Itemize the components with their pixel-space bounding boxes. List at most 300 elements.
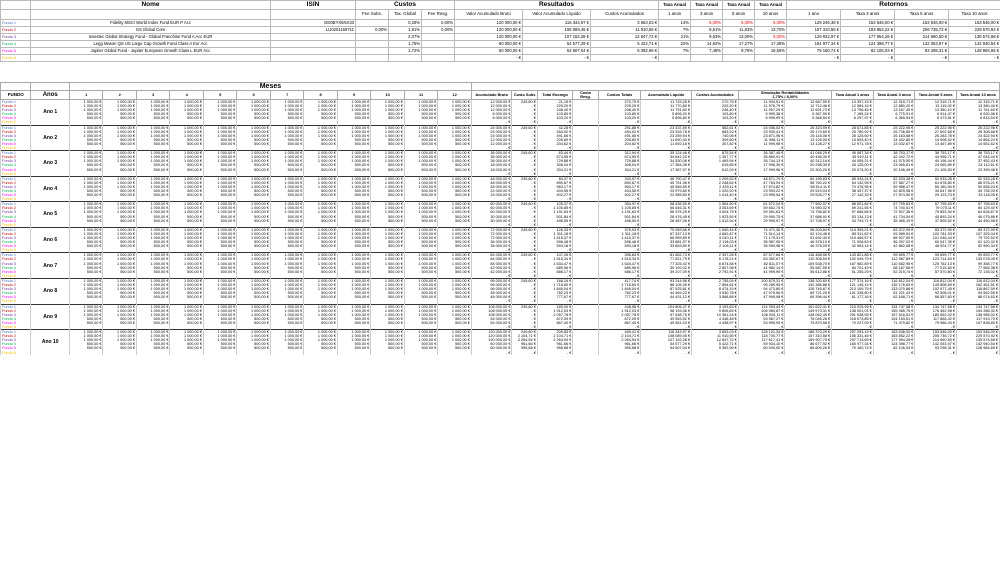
month-value[interactable]: 1 000,00 € (438, 236, 472, 240)
month-value[interactable]: 500,00 € (438, 270, 472, 274)
cell-t1[interactable]: 84 701,49 € (832, 266, 874, 270)
month-value[interactable]: 500,00 € (304, 168, 337, 172)
month-value[interactable]: 1 000,00 € (237, 253, 270, 258)
cell-t5[interactable]: - € (915, 120, 957, 125)
month-value[interactable]: 1 000,00 € (371, 287, 404, 291)
cell-bruto[interactable]: 12 000,00 € (471, 142, 512, 146)
cell-t5[interactable]: - € (915, 325, 957, 330)
cell-subs[interactable]: - € (512, 108, 537, 112)
month-value[interactable]: 1 000,00 € (203, 227, 236, 232)
month-value[interactable]: 1 000,00 € (237, 236, 270, 240)
cell-acum[interactable]: - € (692, 172, 739, 177)
month-value[interactable]: 500,00 € (337, 295, 370, 299)
month-value[interactable]: 1 000,00 € (170, 206, 203, 210)
cell-t1[interactable]: 51 255,29 € (832, 270, 874, 274)
month-value[interactable]: 1 000,00 € (270, 236, 303, 240)
cell-s2[interactable]: 77 562,07 € (785, 202, 832, 207)
month-value[interactable]: 1 000,00 € (170, 338, 203, 342)
summary-cell-r5[interactable]: 93 298,31 € (895, 48, 949, 55)
cell-subs[interactable]: - € (512, 223, 537, 228)
cell-t3[interactable]: - € (873, 299, 915, 304)
month-value[interactable]: 1 000,00 € (136, 309, 169, 313)
cell-bruto[interactable]: - € (471, 197, 512, 202)
cell-t5[interactable]: - € (915, 197, 957, 202)
month-value[interactable]: 500,00 € (371, 138, 404, 142)
cell-s1[interactable]: 100 879,31 € (738, 278, 785, 283)
cell-liq[interactable]: 56 646,31 € (641, 206, 692, 210)
cell-liq[interactable]: 116 344,97 € (641, 330, 692, 335)
summary-cell-custos[interactable]: 11 910,55 € (591, 27, 659, 34)
cell-t1[interactable]: 114 393,21 € (832, 227, 874, 232)
month-value[interactable]: 1 000,00 € (70, 100, 103, 105)
cell-s2[interactable]: - € (785, 197, 832, 202)
cell-t1[interactable]: 53 134,13 € (832, 215, 874, 219)
month-value[interactable]: 500,00 € (103, 215, 136, 219)
cell-liq[interactable]: 45 566,89 € (641, 185, 692, 189)
month-value[interactable]: 1 000,00 € (70, 262, 103, 266)
cell-acum[interactable]: 740,06 € (692, 134, 739, 138)
header-custo-subs[interactable]: Custo Subs (512, 91, 537, 100)
cell-acum[interactable]: 2 106,11 € (692, 244, 739, 248)
month-value[interactable]: 1 000,00 € (103, 155, 136, 159)
summary-cell-custos[interactable]: 5 422,71 € (591, 41, 659, 48)
month-value[interactable]: 1 000,00 € (70, 155, 103, 159)
cell-liq[interactable]: 56 375,25 € (641, 210, 692, 214)
cell-enc[interactable]: 105,37 € (537, 202, 573, 207)
subheader-10-anos[interactable]: 10 anos (755, 10, 787, 20)
month-value[interactable]: 500,00 € (304, 244, 337, 248)
cell-t5[interactable]: 142 053,97 € (915, 342, 957, 346)
summary-cell-fee-subs[interactable] (356, 34, 389, 41)
month-value[interactable]: 1 000,00 € (70, 334, 103, 338)
cell-t1[interactable]: 257 093,19 € (832, 330, 874, 335)
month-value[interactable]: 500,00 € (438, 244, 472, 248)
summary-cell-r1[interactable]: - € (787, 55, 841, 62)
month-value[interactable]: 1 000,00 € (237, 309, 270, 313)
cell-t10[interactable]: 77 565,38 € (956, 266, 999, 270)
month-value[interactable]: 500,00 € (438, 112, 472, 116)
month-value[interactable]: 1 000,00 € (270, 100, 303, 105)
month-value[interactable]: 500,00 € (404, 116, 437, 120)
cell-acum[interactable]: - € (692, 274, 739, 279)
month-value[interactable]: 1 000,00 € (404, 100, 437, 105)
month-value[interactable]: 1 000,00 € (404, 334, 437, 338)
cell-enc[interactable]: 189,00 € (537, 304, 573, 309)
month-value[interactable]: 1 000,00 € (136, 210, 169, 214)
cell-tot[interactable]: 354,97 € (598, 202, 641, 207)
summary-cell-a10[interactable]: 17,38% (755, 41, 787, 48)
month-value[interactable]: 1 000,00 € (304, 151, 337, 156)
month-value[interactable]: 500,00 € (371, 317, 404, 321)
month-value[interactable]: 500,00 € (70, 142, 103, 146)
cell-bruto[interactable]: 108 000,00 € (471, 313, 512, 317)
summary-cell-bruto[interactable]: 60 000,00 € (455, 41, 523, 48)
header-taxa-anual-5[interactable]: Taxa Anual (723, 1, 755, 10)
month-value[interactable]: 1 000,00 € (203, 202, 236, 207)
cell-liq[interactable]: 34 642,23 € (641, 155, 692, 159)
cell-s2[interactable]: 55 612,86 € (785, 270, 832, 274)
cell-t5[interactable]: 180 652,02 € (915, 313, 957, 317)
cell-enc[interactable]: 2 104,71 € (537, 334, 573, 338)
month-value[interactable]: 500,00 € (371, 240, 404, 244)
cell-bruto[interactable]: 12 000,00 € (471, 108, 512, 112)
month-value[interactable]: 500,00 € (237, 270, 270, 274)
summary-cell-r5[interactable]: - € (895, 55, 949, 62)
summary-cell-nome[interactable]: GS Global Core (31, 27, 271, 34)
cell-bruto[interactable]: 60 000,00 € (471, 346, 512, 350)
month-value[interactable]: 500,00 € (304, 112, 337, 116)
month-value[interactable]: 500,00 € (70, 244, 103, 248)
month-value[interactable]: 1 000,00 € (237, 125, 270, 130)
cell-t3[interactable]: 74 740,51 € (873, 206, 915, 210)
cell-s2[interactable]: 116 468,96 € (785, 253, 832, 258)
cell-s2[interactable]: 46 376,09 € (785, 244, 832, 248)
month-value[interactable]: 1 000,00 € (304, 185, 337, 189)
cell-t5[interactable]: 79 075,11 € (915, 206, 957, 210)
cell-liq[interactable]: 39 207,09 € (641, 270, 692, 274)
summary-cell-r10[interactable]: 229 570,92 € (949, 27, 1000, 34)
cell-t1[interactable]: 12 971,78 € (832, 142, 874, 146)
month-value[interactable]: 1 000,00 € (438, 206, 472, 210)
cell-tot[interactable]: 596,48 € (598, 240, 641, 244)
cell-bruto[interactable]: 36 000,00 € (471, 159, 512, 163)
subheader-custos-acumulados[interactable]: Custos Acumulados (591, 10, 659, 20)
month-value[interactable]: 500,00 € (203, 215, 236, 219)
month-value[interactable]: 1 000,00 € (170, 130, 203, 134)
month-value[interactable]: 1 000,00 € (304, 313, 337, 317)
cell-liq[interactable]: - € (641, 223, 692, 228)
month-value[interactable]: 1 000,00 € (170, 185, 203, 189)
cell-s2[interactable]: 12 691,73 € (785, 108, 832, 112)
month-value[interactable]: 1 000,00 € (103, 202, 136, 207)
cell-bruto[interactable]: 84 000,00 € (471, 253, 512, 258)
header-isin[interactable]: ISIN (271, 1, 356, 10)
month-value[interactable]: 1 000,00 € (170, 309, 203, 313)
cell-tot[interactable]: - € (598, 325, 641, 330)
subheader-ret-1-ano[interactable]: 1 ano (787, 10, 841, 20)
month-value[interactable]: 500,00 € (103, 138, 136, 142)
fund-label[interactable]: Fundo 2 (1, 27, 31, 34)
cell-s2[interactable]: 40 446,30 € (785, 155, 832, 159)
month-value[interactable]: 1 000,00 € (136, 330, 169, 335)
cell-t1[interactable]: 97 666,66 € (832, 210, 874, 214)
month-value[interactable]: 1 000,00 € (103, 227, 136, 232)
month-value[interactable]: 1 000,00 € (371, 262, 404, 266)
cell-bruto[interactable]: 48 000,00 € (471, 291, 512, 295)
cell-acum[interactable]: 2 118,03 € (692, 240, 739, 244)
month-value[interactable]: 1 000,00 € (404, 278, 437, 283)
cell-bruto[interactable]: 96 000,00 € (471, 287, 512, 291)
cell-tot[interactable]: 459,41 € (598, 330, 641, 335)
cell-t3[interactable]: 13 032,67 € (873, 142, 915, 146)
month-value[interactable]: 500,00 € (203, 342, 236, 346)
month-value[interactable]: 1 000,00 € (438, 100, 472, 105)
month-value[interactable]: 1 000,00 € (304, 283, 337, 287)
month-value[interactable]: 500,00 € (170, 291, 203, 295)
month-value[interactable]: 500,00 € (237, 342, 270, 346)
cell-s2[interactable]: 161 622,41 € (785, 304, 832, 309)
month-value[interactable]: 1 000,00 € (438, 176, 472, 181)
month-value[interactable]: 500,00 € (203, 138, 236, 142)
month-value[interactable]: 500,00 € (237, 168, 270, 172)
summary-cell-bruto[interactable]: 60 000,00 € (455, 48, 523, 55)
cell-enc[interactable]: 501,84 € (537, 215, 573, 219)
cell-acum[interactable]: 103,20 € (692, 116, 739, 120)
month-value[interactable]: 1 000,00 € (170, 262, 203, 266)
cell-acum[interactable]: - € (692, 248, 739, 253)
cell-t5[interactable]: 52 933,28 € (915, 176, 957, 181)
summary-cell-r3[interactable]: - € (841, 55, 895, 62)
cell-acum[interactable]: 307,82 € (692, 142, 739, 146)
cell-s2[interactable]: 138 320,60 € (785, 278, 832, 283)
cell-tot[interactable]: 872,09 € (598, 317, 641, 321)
month-value[interactable]: 1 000,00 € (371, 232, 404, 236)
cell-t1[interactable]: 118 673,85 € (832, 317, 874, 321)
cell-tot[interactable]: 204,62 € (598, 142, 641, 146)
month-value[interactable]: 1 000,00 € (438, 130, 472, 134)
month-value[interactable]: 1 000,00 € (203, 210, 236, 214)
month-value[interactable]: 1 000,00 € (304, 287, 337, 291)
month-value[interactable]: 1 000,00 € (70, 227, 103, 232)
cell-bruto[interactable]: - € (471, 223, 512, 228)
cell-t3[interactable]: 112 987,89 € (873, 257, 915, 261)
header-anos[interactable]: Anos (31, 91, 70, 100)
cell-s1[interactable]: 87 577,66 € (738, 253, 785, 258)
month-value[interactable]: 500,00 € (270, 142, 303, 146)
month-value[interactable]: 500,00 € (337, 138, 370, 142)
cell-s2[interactable]: 12 667,59 € (785, 100, 832, 105)
month-value[interactable]: 500,00 € (237, 219, 270, 223)
month-value[interactable]: 500,00 € (404, 189, 437, 193)
month-value[interactable]: 1 000,00 € (103, 176, 136, 181)
month-value[interactable]: 500,00 € (103, 295, 136, 299)
cell-subs[interactable]: - € (512, 185, 537, 189)
cell-t5[interactable]: 77 015,83 € (915, 266, 957, 270)
subheader-fee-resg[interactable]: Fee Resg. (422, 10, 455, 20)
cell-t10[interactable]: 194 286,32 € (956, 309, 999, 313)
month-value[interactable]: 500,00 € (270, 240, 303, 244)
cell-liq[interactable]: 23 316,78 € (641, 130, 692, 134)
month-value[interactable]: 500,00 € (136, 270, 169, 274)
month-value[interactable]: 500,00 € (136, 266, 169, 270)
month-value[interactable]: 1 000,00 € (237, 151, 270, 156)
cell-t1[interactable]: - € (832, 146, 874, 151)
summary-cell-isin[interactable] (271, 41, 356, 48)
cell-bruto[interactable]: 60 000,00 € (471, 206, 512, 210)
month-value[interactable]: 500,00 € (70, 321, 103, 325)
cell-t10[interactable]: 44 450,58 € (956, 219, 999, 223)
cell-t1[interactable]: 27 142,33 € (832, 193, 874, 197)
cell-t3[interactable]: 41 575,50 € (873, 159, 915, 163)
month-value[interactable]: 1 000,00 € (337, 206, 370, 210)
month-value[interactable]: 1 000,00 € (404, 134, 437, 138)
cell-bruto[interactable]: 120 000,00 € (471, 334, 512, 338)
cell-t3[interactable]: 52 219,74 € (873, 270, 915, 274)
month-value[interactable]: 1 000,00 € (203, 313, 236, 317)
cell-t1[interactable]: 46 087,34 € (832, 151, 874, 156)
subheader-ret-5-anos[interactable]: Taxa 5 anos (895, 10, 949, 20)
cell-s1[interactable]: 53 999,99 € (738, 321, 785, 325)
cell-t3[interactable]: 116 812,04 € (873, 278, 915, 283)
cell-subs[interactable]: - € (512, 291, 537, 295)
cell-enc[interactable]: 209,83 € (537, 330, 573, 335)
cell-t1[interactable]: 297 713,69 € (832, 338, 874, 342)
cell-bruto[interactable]: 48 000,00 € (471, 181, 512, 185)
month-value[interactable]: 1 000,00 € (70, 330, 103, 335)
month-value[interactable]: 1 000,00 € (170, 159, 203, 163)
cell-enc[interactable]: 1 912,03 € (537, 309, 573, 313)
cell-tot[interactable]: 396,84 € (598, 253, 641, 258)
cell-subs[interactable]: - € (512, 244, 537, 248)
month-value[interactable]: 1 000,00 € (371, 309, 404, 313)
month-value[interactable]: 500,00 € (438, 295, 472, 299)
cell-t10[interactable]: 138 985,02 € (956, 313, 999, 317)
cell-t1[interactable]: 215 029,99 € (832, 304, 874, 309)
cell-s1[interactable]: 35 999,98 € (738, 244, 785, 248)
cell-subs[interactable]: 2 104,71 € (512, 334, 537, 338)
cell-t10[interactable]: 142 940,54 € (956, 342, 999, 346)
cell-acum[interactable]: 248,40 € (692, 108, 739, 112)
cell-enc[interactable]: 205,80 € (537, 138, 573, 142)
cell-s2[interactable]: 110 306,54 € (785, 257, 832, 261)
month-value[interactable]: 1 000,00 € (270, 287, 303, 291)
month-value[interactable]: 1 000,00 € (70, 104, 103, 108)
month-value[interactable]: 1 000,00 € (404, 185, 437, 189)
summary-cell-a1[interactable]: 7% (659, 48, 691, 55)
month-value[interactable]: 1 000,00 € (203, 185, 236, 189)
summary-cell-a5[interactable]: 5,00% (723, 20, 755, 27)
cell-t5[interactable]: 38 753,17 € (915, 151, 957, 156)
month-value[interactable]: 500,00 € (337, 189, 370, 193)
month-value[interactable]: 500,00 € (304, 189, 337, 193)
cell-t5[interactable]: 46 924,77 € (915, 244, 957, 248)
cell-t1[interactable]: 85 511,82 € (832, 232, 874, 236)
month-value[interactable]: 1 000,00 € (337, 227, 370, 232)
cell-subs[interactable]: - € (512, 262, 537, 266)
month-value[interactable]: 1 000,00 € (170, 202, 203, 207)
month-value[interactable]: 1 000,00 € (136, 151, 169, 156)
cell-subs[interactable]: - € (512, 313, 537, 317)
month-value[interactable]: 1 000,00 € (337, 134, 370, 138)
month-value[interactable]: 1 000,00 € (136, 185, 169, 189)
month-value[interactable]: 500,00 € (304, 295, 337, 299)
month-value[interactable]: 500,00 € (103, 163, 136, 167)
month-value[interactable]: 500,00 € (136, 240, 169, 244)
month-value[interactable]: 500,00 € (70, 163, 103, 167)
month-value[interactable] (103, 351, 136, 355)
cell-t1[interactable]: 138 001,01 € (832, 309, 874, 313)
cell-enc[interactable]: 2 057,78 € (537, 313, 573, 317)
month-value[interactable]: 1 000,00 € (270, 176, 303, 181)
month-value[interactable]: 1 000,00 € (404, 232, 437, 236)
cell-s1[interactable]: 11 998,11 € (738, 138, 785, 142)
cell-t10[interactable]: 83 372,99 € (956, 227, 999, 232)
cell-t10[interactable]: 118 867,59 € (956, 287, 999, 291)
month-value[interactable]: 1 000,00 € (438, 313, 472, 317)
cell-t10[interactable]: 153 546,00 € (956, 330, 999, 335)
cell-enc[interactable]: 248,40 € (537, 108, 573, 112)
month-value[interactable]: 1 000,00 € (237, 130, 270, 134)
cell-tot[interactable]: 1 515,34 € (598, 257, 641, 261)
cell-s1[interactable]: 24 056,02 € (738, 125, 785, 130)
cell-subs[interactable]: - € (512, 193, 537, 197)
cell-enc[interactable]: 304,21 € (537, 168, 573, 172)
cell-t3[interactable]: 68 187,66 € (873, 266, 915, 270)
cell-t10[interactable]: - € (956, 248, 999, 253)
cell-s2[interactable]: 149 973,31 € (785, 309, 832, 313)
cell-t10[interactable]: - € (956, 120, 999, 125)
month-value[interactable]: 1 000,00 € (404, 206, 437, 210)
cell-s1[interactable]: 71 179,31 € (738, 236, 785, 240)
month-value[interactable]: 1 000,00 € (404, 313, 437, 317)
cell-s1[interactable]: - € (738, 172, 785, 177)
month-value[interactable]: 1 000,00 € (337, 155, 370, 159)
month-value[interactable]: 1 000,00 € (404, 283, 437, 287)
summary-cell-a5[interactable]: 17,27% (723, 41, 755, 48)
cell-liq[interactable]: 45 751,36 € (641, 181, 692, 185)
header-resultados[interactable]: Resultados (455, 1, 659, 10)
month-value[interactable]: 1 000,00 € (270, 134, 303, 138)
cell-tot[interactable]: 593,18 € (598, 244, 641, 248)
cell-t10[interactable]: 37 452,43 € (956, 159, 999, 163)
cell-t5[interactable]: 13 115,02 € (915, 104, 957, 108)
cell-t3[interactable]: 133 070,86 € (873, 287, 915, 291)
cell-s1[interactable]: 17 996,30 € (738, 163, 785, 167)
summary-cell-liquido[interactable]: 54 607,04 € (523, 48, 591, 55)
summary-cell-r1[interactable]: 157 310,58 € (787, 27, 841, 34)
cell-liq[interactable]: 81 662,73 € (641, 253, 692, 258)
month-value[interactable]: 1 000,00 € (203, 330, 236, 335)
month-value[interactable]: 500,00 € (103, 142, 136, 146)
header-custos-acumulados[interactable]: Custos Acumulados (692, 91, 739, 100)
month-value[interactable]: 500,00 € (103, 270, 136, 274)
cell-tot[interactable]: 205,80 € (598, 138, 641, 142)
cell-t5[interactable]: 21 105,53 € (915, 168, 957, 172)
month-value[interactable]: 1 000,00 € (404, 210, 437, 214)
month-value[interactable]: 500,00 € (304, 193, 337, 197)
month-value[interactable]: 500,00 € (438, 215, 472, 219)
cell-tot[interactable]: 777,67 € (598, 295, 641, 299)
month-value[interactable]: 1 000,00 € (103, 283, 136, 287)
cell-tot[interactable]: 404,55 € (598, 189, 641, 193)
cell-enc[interactable]: 782,23 € (537, 291, 573, 295)
header-month-12[interactable]: 12 (438, 91, 472, 100)
cell-liq[interactable]: 11 692,18 € (641, 142, 692, 146)
month-value[interactable]: 500,00 € (136, 317, 169, 321)
cell-liq[interactable]: 22 985,60 € (641, 193, 692, 197)
cell-t10[interactable]: 47 044,44 € (956, 155, 999, 159)
month-value[interactable]: 1 000,00 € (70, 283, 103, 287)
cell-tot[interactable]: 375,93 € (598, 227, 641, 232)
cell-s1[interactable]: 5 999,38 € (738, 112, 785, 116)
cell-t5[interactable]: 79 853,94 € (915, 210, 957, 214)
cell-liq[interactable]: 98 193,36 € (641, 309, 692, 313)
cell-t5[interactable]: - € (915, 351, 957, 355)
cell-s1[interactable]: 59 361,63 € (738, 210, 785, 214)
cell-bruto[interactable]: 36 000,00 € (471, 244, 512, 248)
cell-t1[interactable]: - € (832, 274, 874, 279)
month-value[interactable]: 500,00 € (438, 163, 472, 167)
cell-bruto[interactable]: 12 000,00 € (471, 104, 512, 108)
cell-t1[interactable]: 7 169,24 € (832, 112, 874, 116)
header-month-5[interactable]: 5 (203, 91, 236, 100)
month-value[interactable]: 1 000,00 € (371, 202, 404, 207)
month-value[interactable]: 500,00 € (103, 112, 136, 116)
summary-cell-liquido[interactable]: 108 089,45 € (523, 27, 591, 34)
cell-t5[interactable]: 67 795,63 € (915, 202, 957, 207)
cell-acum[interactable]: 1 020,20 € (692, 189, 739, 193)
month-value[interactable]: 1 000,00 € (103, 304, 136, 309)
